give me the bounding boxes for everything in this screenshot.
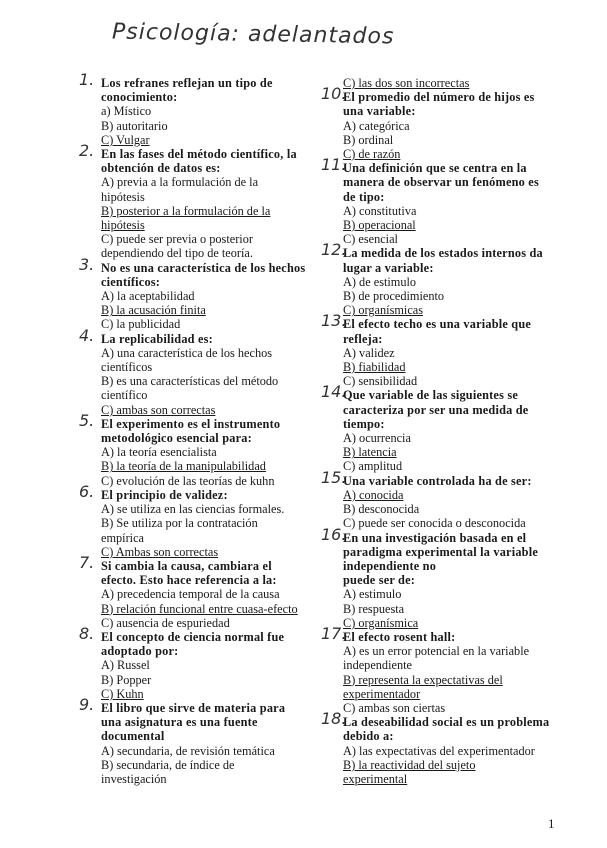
answer-option: C) esencial xyxy=(343,232,398,247)
question-stem: Si cambia la causa, cambiara el xyxy=(101,558,272,573)
question-stem: obtención de datos es: xyxy=(101,161,221,176)
answer-option: A) las expectativas del experimentador xyxy=(343,743,535,758)
question-stem: puede ser de: xyxy=(343,573,416,588)
question-item xyxy=(321,524,558,630)
answer-option: C) puede ser conocida o desconocida xyxy=(343,516,526,531)
answer-option: C) sensibilidad xyxy=(343,374,418,389)
handwritten-question-number: 10. xyxy=(321,84,347,104)
question-stem: El efecto techo es una variable que xyxy=(343,317,532,332)
answer-option-underlined: A) conocida xyxy=(343,487,404,502)
question-stem: paradigma experimental la variable xyxy=(343,544,538,559)
handwritten-question-number: 2. xyxy=(79,141,95,161)
question-stem: conocimiento: xyxy=(101,90,178,105)
answer-option-underlined: B) la reactividad del sujeto xyxy=(343,757,476,772)
question-item xyxy=(343,76,558,90)
question-stem: No es una característica de los hechos xyxy=(101,260,306,275)
question-stem: de tipo: xyxy=(343,189,385,204)
handwritten-question-number: 12. xyxy=(321,240,347,260)
question-item xyxy=(79,410,326,488)
answer-option: empírica xyxy=(101,530,145,545)
question-stem: El experimento es el instrumento xyxy=(101,416,281,431)
answer-option: científicos xyxy=(101,360,153,375)
answer-option-underlined: B) la teoría de la manipulabilidad xyxy=(101,459,266,474)
answer-option: B) autoritario xyxy=(101,118,168,133)
answer-option-underlined: C) de razón xyxy=(343,147,401,162)
answer-option: científico xyxy=(101,388,148,403)
question-item xyxy=(321,382,558,474)
answer-option: A) constitutiva xyxy=(343,203,417,218)
answer-option: A) validez xyxy=(343,345,395,360)
question-stem: El promedio del número de hijos es xyxy=(343,90,535,105)
answer-option: A) Russel xyxy=(101,658,150,673)
answer-option: A) de estimulo xyxy=(343,274,417,289)
handwritten-question-number: 7. xyxy=(79,552,95,572)
answer-option-underlined: experimentador xyxy=(343,686,421,701)
answer-option-underlined: B) posterior a la formulación de la xyxy=(101,203,271,218)
answer-option-underlined: C) las dos son incorrectas xyxy=(343,76,470,90)
question-item xyxy=(79,552,326,630)
question-stem: El libro que sirve de materia para xyxy=(101,700,286,715)
answer-option-underlined: hipótesis xyxy=(101,218,145,233)
answer-option: A) la teoría esencialista xyxy=(101,445,217,460)
answer-option: A) se utiliza en las ciencias formales. xyxy=(101,502,285,517)
question-stem: efecto. Esto hace referencia a la: xyxy=(101,573,277,588)
question-stem: Una definición que se centra en la xyxy=(343,161,527,176)
handwritten-question-number: 15. xyxy=(321,467,347,487)
question-item xyxy=(79,70,326,147)
question-stem: La replicabilidad es: xyxy=(101,331,213,346)
question-item xyxy=(321,311,558,389)
question-stem: documental xyxy=(101,729,165,744)
handwritten-question-number: 16. xyxy=(321,524,347,544)
answer-option-underlined: C) organísmica xyxy=(343,615,419,630)
question-stem: científicos: xyxy=(101,274,161,289)
answer-option: B) es una características del método xyxy=(101,374,279,389)
answer-option: A) estimulo xyxy=(343,587,402,602)
question-stem: La medida de los estados internos da xyxy=(343,246,543,261)
question-stem: adoptado por: xyxy=(101,644,179,659)
page-number: 1 xyxy=(548,816,555,831)
question-item xyxy=(79,254,326,332)
answer-option: B) secundaria, de índice de xyxy=(101,757,235,772)
question-stem: refleja: xyxy=(343,331,383,346)
handwritten-question-number: 6. xyxy=(79,481,95,501)
right-column xyxy=(321,76,558,786)
question-stem: caracteriza por ser una medida de xyxy=(343,402,529,417)
question-stem: La deseabilidad social es un problema xyxy=(343,715,550,730)
answer-option-underlined: B) la acusación finita xyxy=(101,303,206,318)
answer-option-underlined: B) fiabilidad xyxy=(343,360,406,375)
answer-option: B) respuesta xyxy=(343,601,405,616)
question-stem: El concepto de ciencia normal fue xyxy=(101,629,285,644)
question-stem: Los refranes reflejan un tipo de xyxy=(101,76,273,90)
answer-option: hipótesis xyxy=(101,189,145,204)
question-stem: debido a: xyxy=(343,729,394,744)
question-item xyxy=(79,694,326,786)
answer-option: B) de procedimiento xyxy=(343,289,445,304)
handwritten-question-number: 3. xyxy=(79,254,95,274)
answer-option-underlined: experimental xyxy=(343,771,408,786)
answer-option-underlined: C) ambas son correctas xyxy=(101,402,216,417)
answer-option: a) Místico xyxy=(101,104,152,119)
answer-option: investigación xyxy=(101,771,167,786)
answer-option-underlined: B) representa la expectativas del xyxy=(343,672,503,687)
question-item xyxy=(79,325,326,417)
answer-option: C) la publicidad xyxy=(101,317,181,332)
answer-option: B) Se utiliza por la contratación xyxy=(101,516,258,531)
handwritten-question-number: 5. xyxy=(79,410,95,430)
answer-option: independiente xyxy=(343,658,412,673)
answer-option: B) Popper xyxy=(101,672,152,687)
question-stem: metodológico esencial para: xyxy=(101,431,252,446)
handwritten-question-number: 1. xyxy=(79,70,95,89)
answer-option: A) secundaria, de revisión temática xyxy=(101,743,275,758)
answer-option: A) la aceptabilidad xyxy=(101,289,195,304)
answer-option: A) previa a la formulación de la xyxy=(101,175,259,190)
question-stem: una variable: xyxy=(343,104,416,119)
question-stem: tiempo: xyxy=(343,416,385,431)
question-item xyxy=(321,467,558,531)
answer-option-underlined: B) relación funcional entre cuasa-efecto xyxy=(101,601,298,616)
question-stem: El principio de validez: xyxy=(101,487,228,502)
handwritten-question-number: 8. xyxy=(79,623,95,643)
handwritten-question-number: 4. xyxy=(79,325,95,345)
handwritten-question-number: 9. xyxy=(79,694,95,714)
answer-option: C) evolución de las teorías de kuhn xyxy=(101,473,275,488)
handwritten-question-number: 13. xyxy=(321,311,347,331)
answer-option: A) categórica xyxy=(343,118,410,133)
question-stem: En una investigación basada en el xyxy=(343,530,527,545)
question-item xyxy=(321,84,558,162)
question-stem: Que variable de las siguientes se xyxy=(343,388,518,403)
answer-option-underlined: C) Ambas son correctas xyxy=(101,544,219,559)
question-stem: una asignatura es una fuente xyxy=(101,715,258,730)
question-item xyxy=(79,481,326,559)
answer-option: C) puede ser previa o posterior xyxy=(101,232,253,247)
answer-option-underlined: C) Vulgar xyxy=(101,132,150,147)
question-stem: Una variable controlada ha de ser: xyxy=(343,473,532,488)
left-column xyxy=(79,70,326,786)
question-item xyxy=(79,141,326,261)
answer-option: dependiendo del tipo de teoría. xyxy=(101,246,253,261)
answer-option: C) amplitud xyxy=(343,459,403,474)
question-item xyxy=(321,709,558,786)
question-item xyxy=(321,623,558,715)
answer-option: B) ordinal xyxy=(343,132,394,147)
answer-option-underlined: B) operacional xyxy=(343,218,416,233)
answer-option: A) precedencia temporal de la causa xyxy=(101,587,280,602)
handwritten-question-number: 17. xyxy=(321,623,347,643)
question-item xyxy=(79,623,326,701)
answer-option: C) ausencia de espuriedad xyxy=(101,615,230,630)
question-stem: En las fases del método científico, la xyxy=(101,147,297,162)
question-stem: lugar a variable: xyxy=(343,260,434,275)
answer-option: C) ambas son ciertas xyxy=(343,700,446,715)
answer-option: A) una característica de los hechos xyxy=(101,345,273,360)
answer-option: A) ocurrencia xyxy=(343,431,411,446)
question-stem: independiente no xyxy=(343,558,437,573)
answer-option-underlined: B) latencia xyxy=(343,445,397,460)
answer-option: B) desconocida xyxy=(343,502,420,517)
handwritten-title: Psicología: adelantados xyxy=(111,19,395,50)
answer-option: A) es un error potencial en la variable xyxy=(343,644,530,659)
question-stem: manera de observar un fenómeno es xyxy=(343,175,539,190)
handwritten-question-number: 11. xyxy=(321,155,347,175)
question-item xyxy=(321,155,558,247)
question-item xyxy=(321,240,558,318)
answer-option-underlined: C) organísmicas xyxy=(343,303,424,318)
handwritten-question-number: 14. xyxy=(321,382,347,402)
handwritten-question-number: 18. xyxy=(321,709,347,729)
question-stem: El efecto rosent hall: xyxy=(343,629,456,644)
answer-option-underlined: C) Kuhn xyxy=(101,686,144,701)
